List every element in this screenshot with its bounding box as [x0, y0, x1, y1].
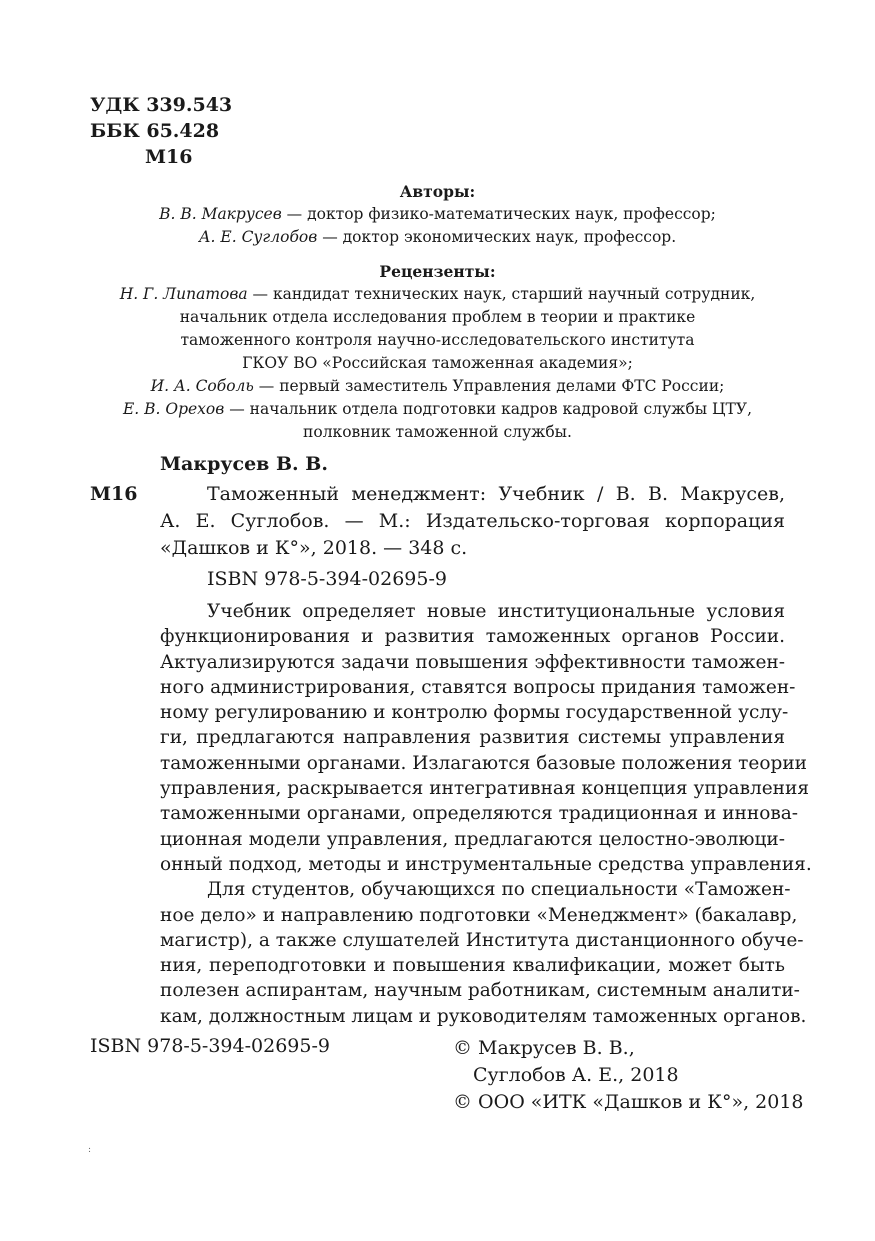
annotation-line: ному регулированию и контролю формы государственной услу- — [160, 702, 789, 724]
annotation-line: магистр), а также слушателей Института дистанционного обуче- — [160, 929, 804, 951]
reviewer-line: ГКОУ ВО «Российская таможенная академия»; — [242, 354, 633, 372]
reviewer-name: И. А. Соболь — [150, 377, 254, 395]
biblio-line: А. Е. Суглобов. — М.: Издательско-торговая корпорация — [160, 510, 785, 532]
reviewer-line — [0, 398, 875, 421]
author-name: В. В. Макрусев — [159, 205, 282, 223]
annotation-line: ги, предлагаются направления развития системы управления — [160, 727, 785, 749]
reviewer-name: Е. В. Орехов — [122, 400, 225, 418]
udk-code: УДК 339.543 — [90, 94, 233, 116]
reviewer-desc: — кандидат технических наук, старший научный сотрудник, — [247, 285, 756, 303]
annotation — [160, 599, 812, 1029]
reviewers-section — [0, 260, 875, 444]
main-author: Макрусев В. В. — [160, 453, 328, 475]
annotation-line: ния, переподготовки и повышения квалификации, может быть — [160, 955, 785, 977]
reviewer-desc: — начальник отдела подготовки кадров кадровой службы ЦТУ, — [224, 400, 753, 418]
reviewer-line: полковник таможенной службы. — [303, 423, 572, 441]
annotation-line: онный подход, методы и инструментальные средства управления. — [160, 853, 812, 875]
reviewer-name: Н. Г. Липатова — [119, 285, 248, 303]
annotation-line: Актуализируются задачи повышения эффективности таможен- — [160, 651, 785, 673]
reviewer-desc: — первый заместитель Управления делами ФТС России; — [253, 377, 725, 395]
bibliographic-description — [160, 481, 785, 562]
bbk-code: ББК 65.428 — [90, 120, 220, 142]
author-sign-code: М16 — [145, 146, 193, 168]
biblio-line: «Дашков и К°», 2018. — 348 с. — [160, 537, 468, 559]
annotation-line: ционная модели управления, предлагаются целостно-эволюци- — [160, 828, 785, 850]
annotation-line: ного администрирования, ставятся вопросы придания таможен- — [160, 676, 796, 698]
author-line — [0, 203, 875, 226]
author-sign: М16 — [90, 483, 138, 505]
copyright-line: © Макрусев В. В., — [453, 1037, 635, 1059]
annotation-line: функционирования и развития таможенных органов России. — [160, 626, 785, 648]
reviewers-heading: Рецензенты: — [379, 262, 496, 281]
author-desc: — доктор физико-математических наук, профессор; — [281, 205, 716, 223]
reviewer-line: таможенного контроля научно-исследовательского института — [180, 331, 695, 349]
classification-codes — [90, 92, 232, 170]
author-name: А. Е. Суглобов — [198, 228, 318, 246]
annotation-line: таможенными органами. Излагаются базовые положения теории — [160, 752, 807, 774]
annotation-line: таможенными органами, определяются традиционная и иннова- — [160, 803, 799, 825]
edge-mark: : — [88, 1145, 92, 1155]
reviewer-line: начальник отдела исследования проблем в теории и практике — [179, 308, 696, 326]
author-line — [0, 226, 875, 249]
author-desc: — доктор экономических наук, профессор. — [317, 228, 677, 246]
authors-heading: Авторы: — [399, 182, 476, 201]
biblio-line: Таможенный менеджмент: Учебник / В. В. Макрусев, — [207, 483, 785, 505]
footer-isbn: ISBN 978-5-394-02695-9 — [90, 1035, 330, 1057]
annotation-line: Для студентов, обучающихся по специальности «Таможен- — [207, 879, 791, 901]
authors-section — [0, 180, 875, 249]
annotation-line: управления, раскрывается интегративная концепция управления — [160, 778, 810, 800]
reviewer-line — [0, 283, 875, 306]
annotation-line: ное дело» и направлению подготовки «Менеджмент» (бакалавр, — [160, 904, 798, 926]
copyright-block — [453, 1035, 804, 1116]
annotation-line: Учебник определяет новые институциональные условия — [207, 601, 785, 622]
annotation-line: кам, должностным лицам и руководителям таможенных органов. — [160, 1005, 807, 1027]
copyright-line: Суглобов А. Е., 2018 — [473, 1064, 679, 1086]
book-isbn: ISBN 978-5-394-02695-9 — [207, 568, 447, 590]
copyright-line: © ООО «ИТК «Дашков и К°», 2018 — [453, 1091, 804, 1113]
reviewer-line — [0, 375, 875, 398]
annotation-line: полезен аспирантам, научным работникам, системным аналити- — [160, 980, 800, 1002]
